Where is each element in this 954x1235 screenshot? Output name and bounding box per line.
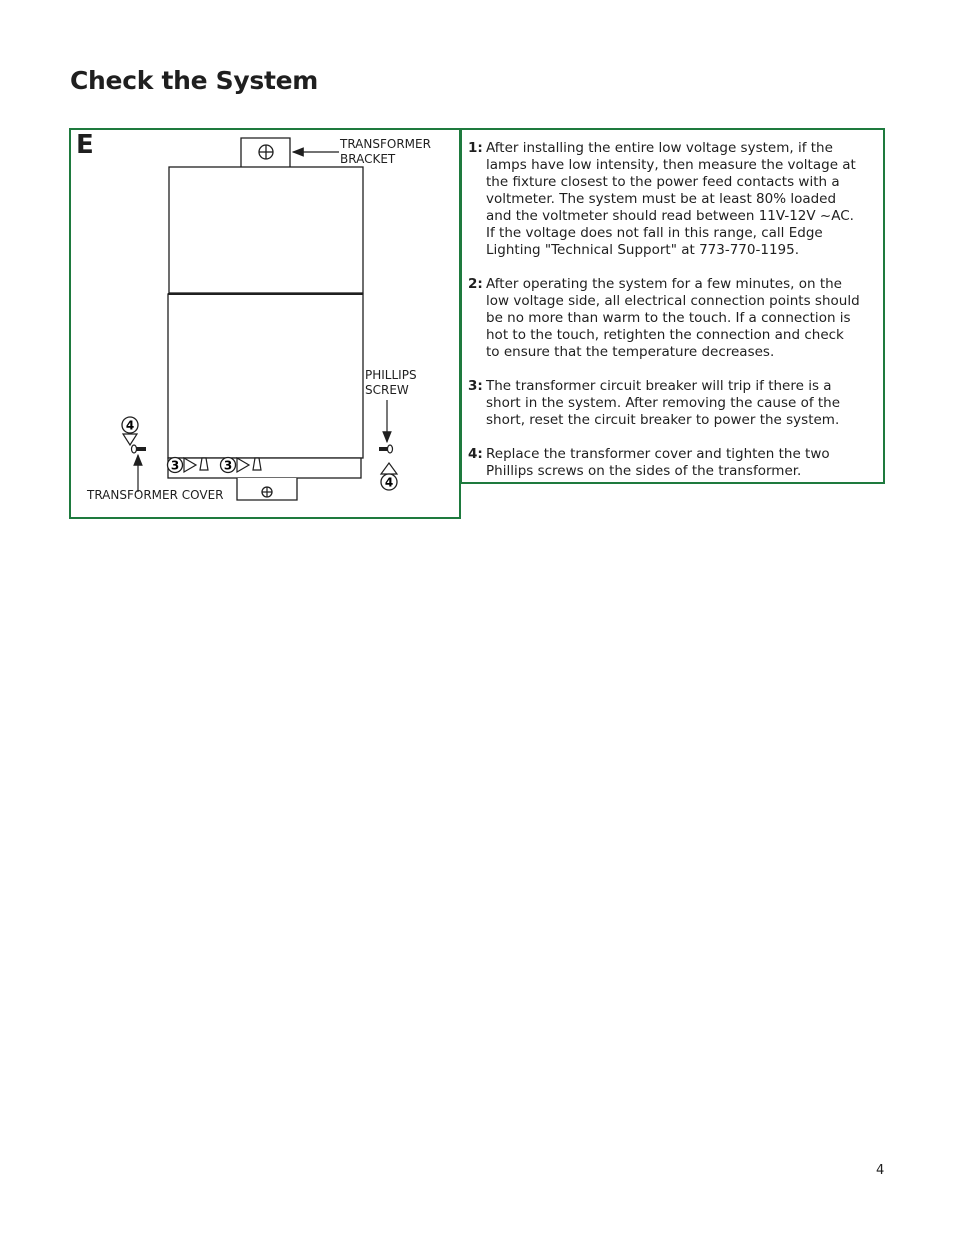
step-text: After operating the system for a few minutes, on the low voltage side, all electrical connection points should be no more than warm to the touch. If a connection is hot to the touch, retighten the connection and check to ensure that the temperature decreases.: [486, 276, 860, 360]
cover-strip: [168, 458, 361, 478]
screw-icon: [132, 445, 147, 453]
instruction-list: [468, 140, 860, 497]
svg-text:4: 4: [384, 475, 394, 490]
step-text: The transformer circuit breaker will trip if there is a short in the system. After removing the cause of the short, reset the circuit breaker to power the system.: [486, 378, 841, 428]
svg-text:4: 4: [125, 418, 135, 433]
step-number: 1:: [468, 140, 483, 156]
step4-left-marker: [122, 417, 146, 453]
transformer-body: [168, 294, 363, 458]
phillips-screw-label: PHILLIPS SCREW: [365, 368, 417, 397]
svg-text:3: 3: [223, 458, 233, 473]
page-title: Check the System: [70, 66, 318, 95]
instruction-step: [468, 446, 860, 480]
step-number: 4:: [468, 446, 483, 462]
breaker-icon: [253, 458, 261, 470]
transformer-bracket-label: TRANSFORMER BRACKET: [340, 137, 431, 166]
step3-left-marker: [168, 458, 209, 473]
step-number: 3:: [468, 378, 483, 394]
instructions-panel: [460, 128, 885, 484]
bracket-body: [169, 167, 363, 293]
step4-right-marker: [379, 445, 397, 490]
step-text: After installing the entire low voltage system, if the lamps have low intensity, then measure the voltage at the fixture closest to the power feed contacts with a voltmeter. The system must be at least 80% loaded and the voltmeter should read between 11V-12V ~AC. If the voltage does not fall in this range, call Edge Lighting "Technical Support" at 773-770-1195.: [486, 140, 856, 258]
page-number: 4: [876, 1163, 885, 1178]
step3-right-marker: [221, 458, 262, 473]
figure-letter: E: [76, 130, 94, 160]
figure-panel: [69, 128, 461, 519]
breaker-icon: [200, 458, 208, 470]
step-number: 2:: [468, 276, 483, 292]
screw-icon: [379, 445, 393, 453]
instruction-step: [468, 276, 860, 361]
instruction-step: [468, 140, 860, 259]
cover-screw-icon: [262, 487, 272, 497]
step-text: Replace the transformer cover and tighten the two Phillips screws on the sides of the transformer.: [486, 446, 830, 479]
transformer-cover-label: TRANSFORMER COVER: [87, 488, 224, 502]
instruction-step: [468, 378, 860, 429]
bracket-screw-icon: [259, 145, 273, 159]
svg-text:3: 3: [170, 458, 180, 473]
transformer-diagram: [71, 130, 459, 517]
